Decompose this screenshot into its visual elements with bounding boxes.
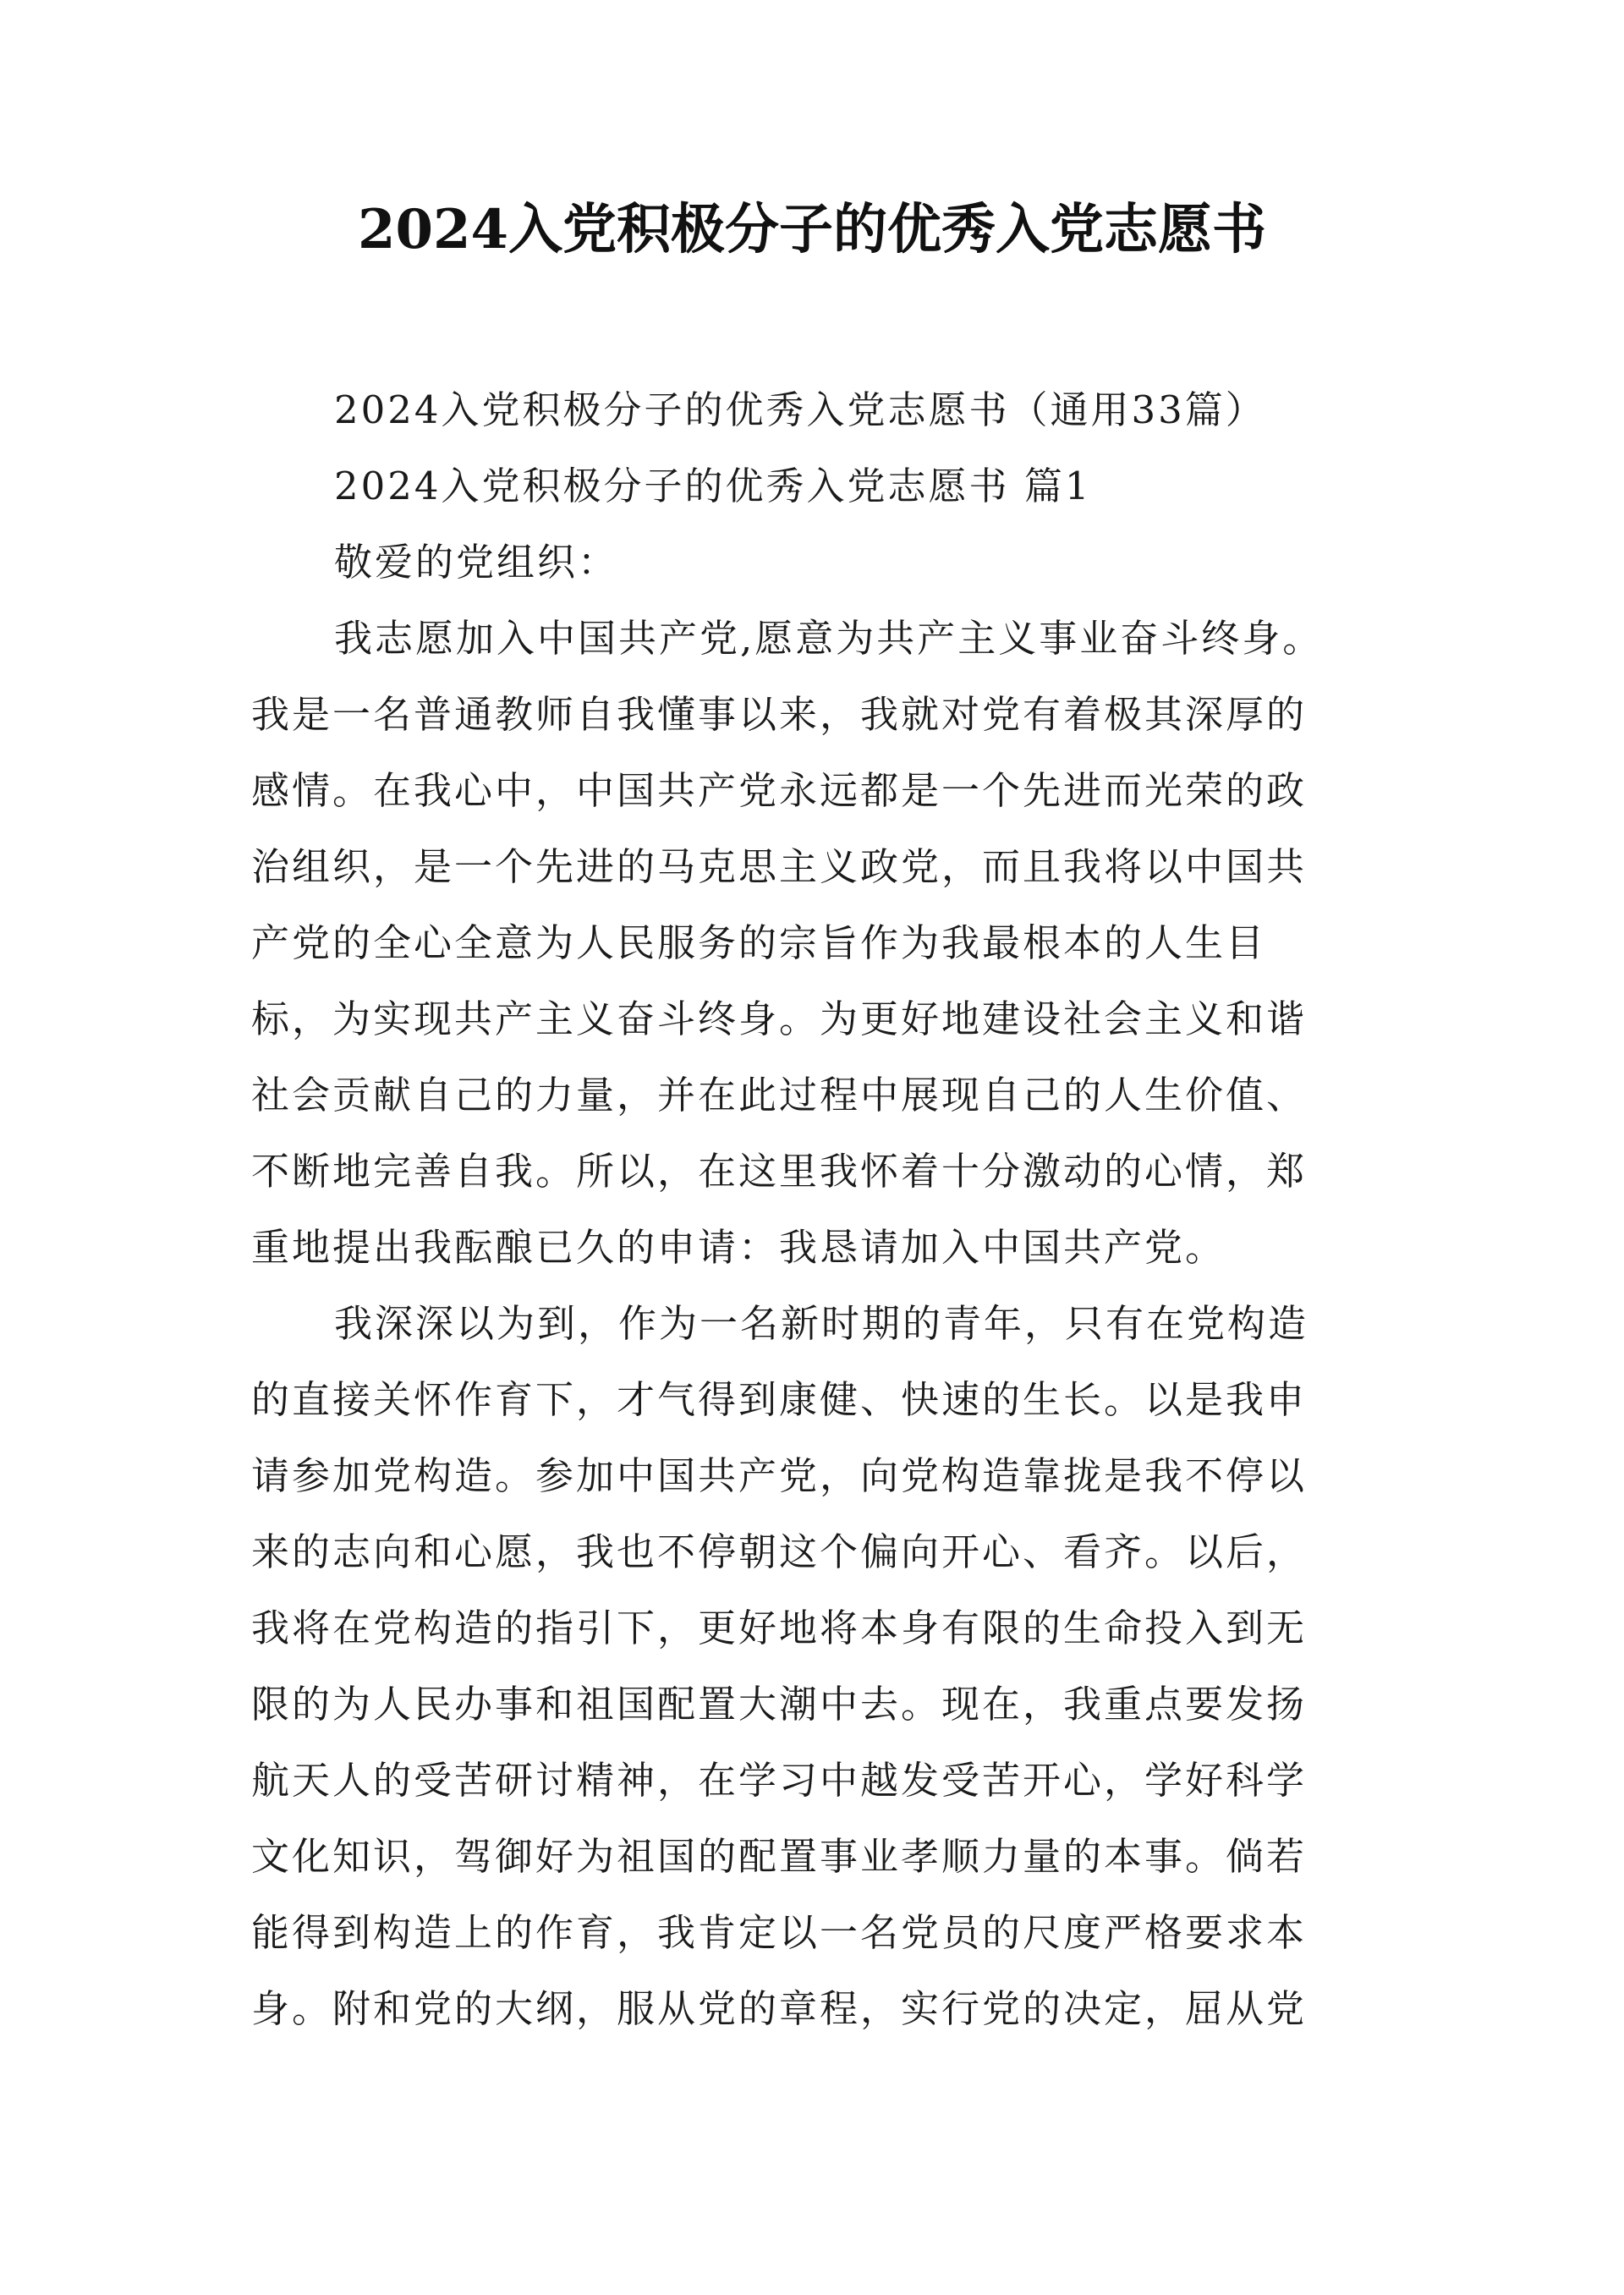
- paragraph-line: 文化知识，驾御好为祖国的配置事业孝顺力量的本事。倘若: [251, 1834, 1308, 1879]
- paragraph-line: 产党的全心全意为人民服务的宗旨作为我最根本的人生目: [251, 920, 1267, 965]
- document-body: [251, 372, 1393, 2047]
- paragraph-line: 感情。在我心中，中国共产党永远都是一个先进而光荣的政: [251, 768, 1308, 813]
- paragraph-line: 我将在党构造的指引下，更好地将本身有限的生命投入到无: [251, 1606, 1308, 1650]
- paragraph-line: 不断地完善自我。所以，在这里我怀着十分激动的心情，郑: [251, 1149, 1308, 1194]
- paragraph-line: 航天人的受苦研讨精神，在学习中越发受苦开心，学好科学: [251, 1758, 1308, 1803]
- paragraph-line: 标，为实现共产主义奋斗终身。为更好地建设社会主义和谐: [251, 997, 1308, 1041]
- paragraph-line: 治组织，是一个先进的马克思主义政党，而且我将以中国共: [251, 844, 1308, 889]
- subtitle-line: 2024入党积极分子的优秀入党志愿书（通用33篇）: [334, 387, 1266, 432]
- paragraph-line: 我是一名普通教师自我懂事以来，我就对党有着极其深厚的: [251, 692, 1308, 737]
- paragraph-line: 来的志向和心愿，我也不停朝这个偏向开心、看齐。以后，: [251, 1529, 1308, 1574]
- paragraph-2: [251, 1286, 1393, 2047]
- section-heading: 2024入党积极分子的优秀入党志愿书 篇1: [334, 464, 1092, 508]
- paragraph-line: 能得到构造上的作育，我肯定以一名党员的尺度严格要求本: [251, 1910, 1308, 1955]
- paragraph-line: 的直接关怀作育下，才气得到康健、快速的生长。以是我申: [251, 1377, 1308, 1422]
- salutation: 敬爱的党组织：: [334, 540, 619, 585]
- paragraph-line: 我志愿加入中国共产党,愿意为共产主义事业奋斗终身。: [334, 616, 1324, 661]
- paragraph-line: 我深深以为到，作为一名新时期的青年，只有在党构造: [334, 1301, 1309, 1346]
- paragraph-line: 限的为人民办事和祖国配置大潮中去。现在，我重点要发扬: [251, 1682, 1308, 1727]
- paragraph-line: 社会贡献自己的力量，并在此过程中展现自己的人生价值、: [251, 1073, 1308, 1117]
- document-title: 2024入党积极分子的优秀入党志愿书: [357, 198, 1267, 261]
- paragraph-line: 请参加党构造。参加中国共产党，向党构造靠拢是我不停以: [251, 1453, 1308, 1498]
- paragraph-line: 重地提出我酝酿已久的申请：我恳请加入中国共产党。: [251, 1225, 1226, 1270]
- paragraph-1: [251, 601, 1393, 1286]
- paragraph-line: 身。附和党的大纲，服从党的章程，实行党的决定，屈从党: [251, 1986, 1308, 2031]
